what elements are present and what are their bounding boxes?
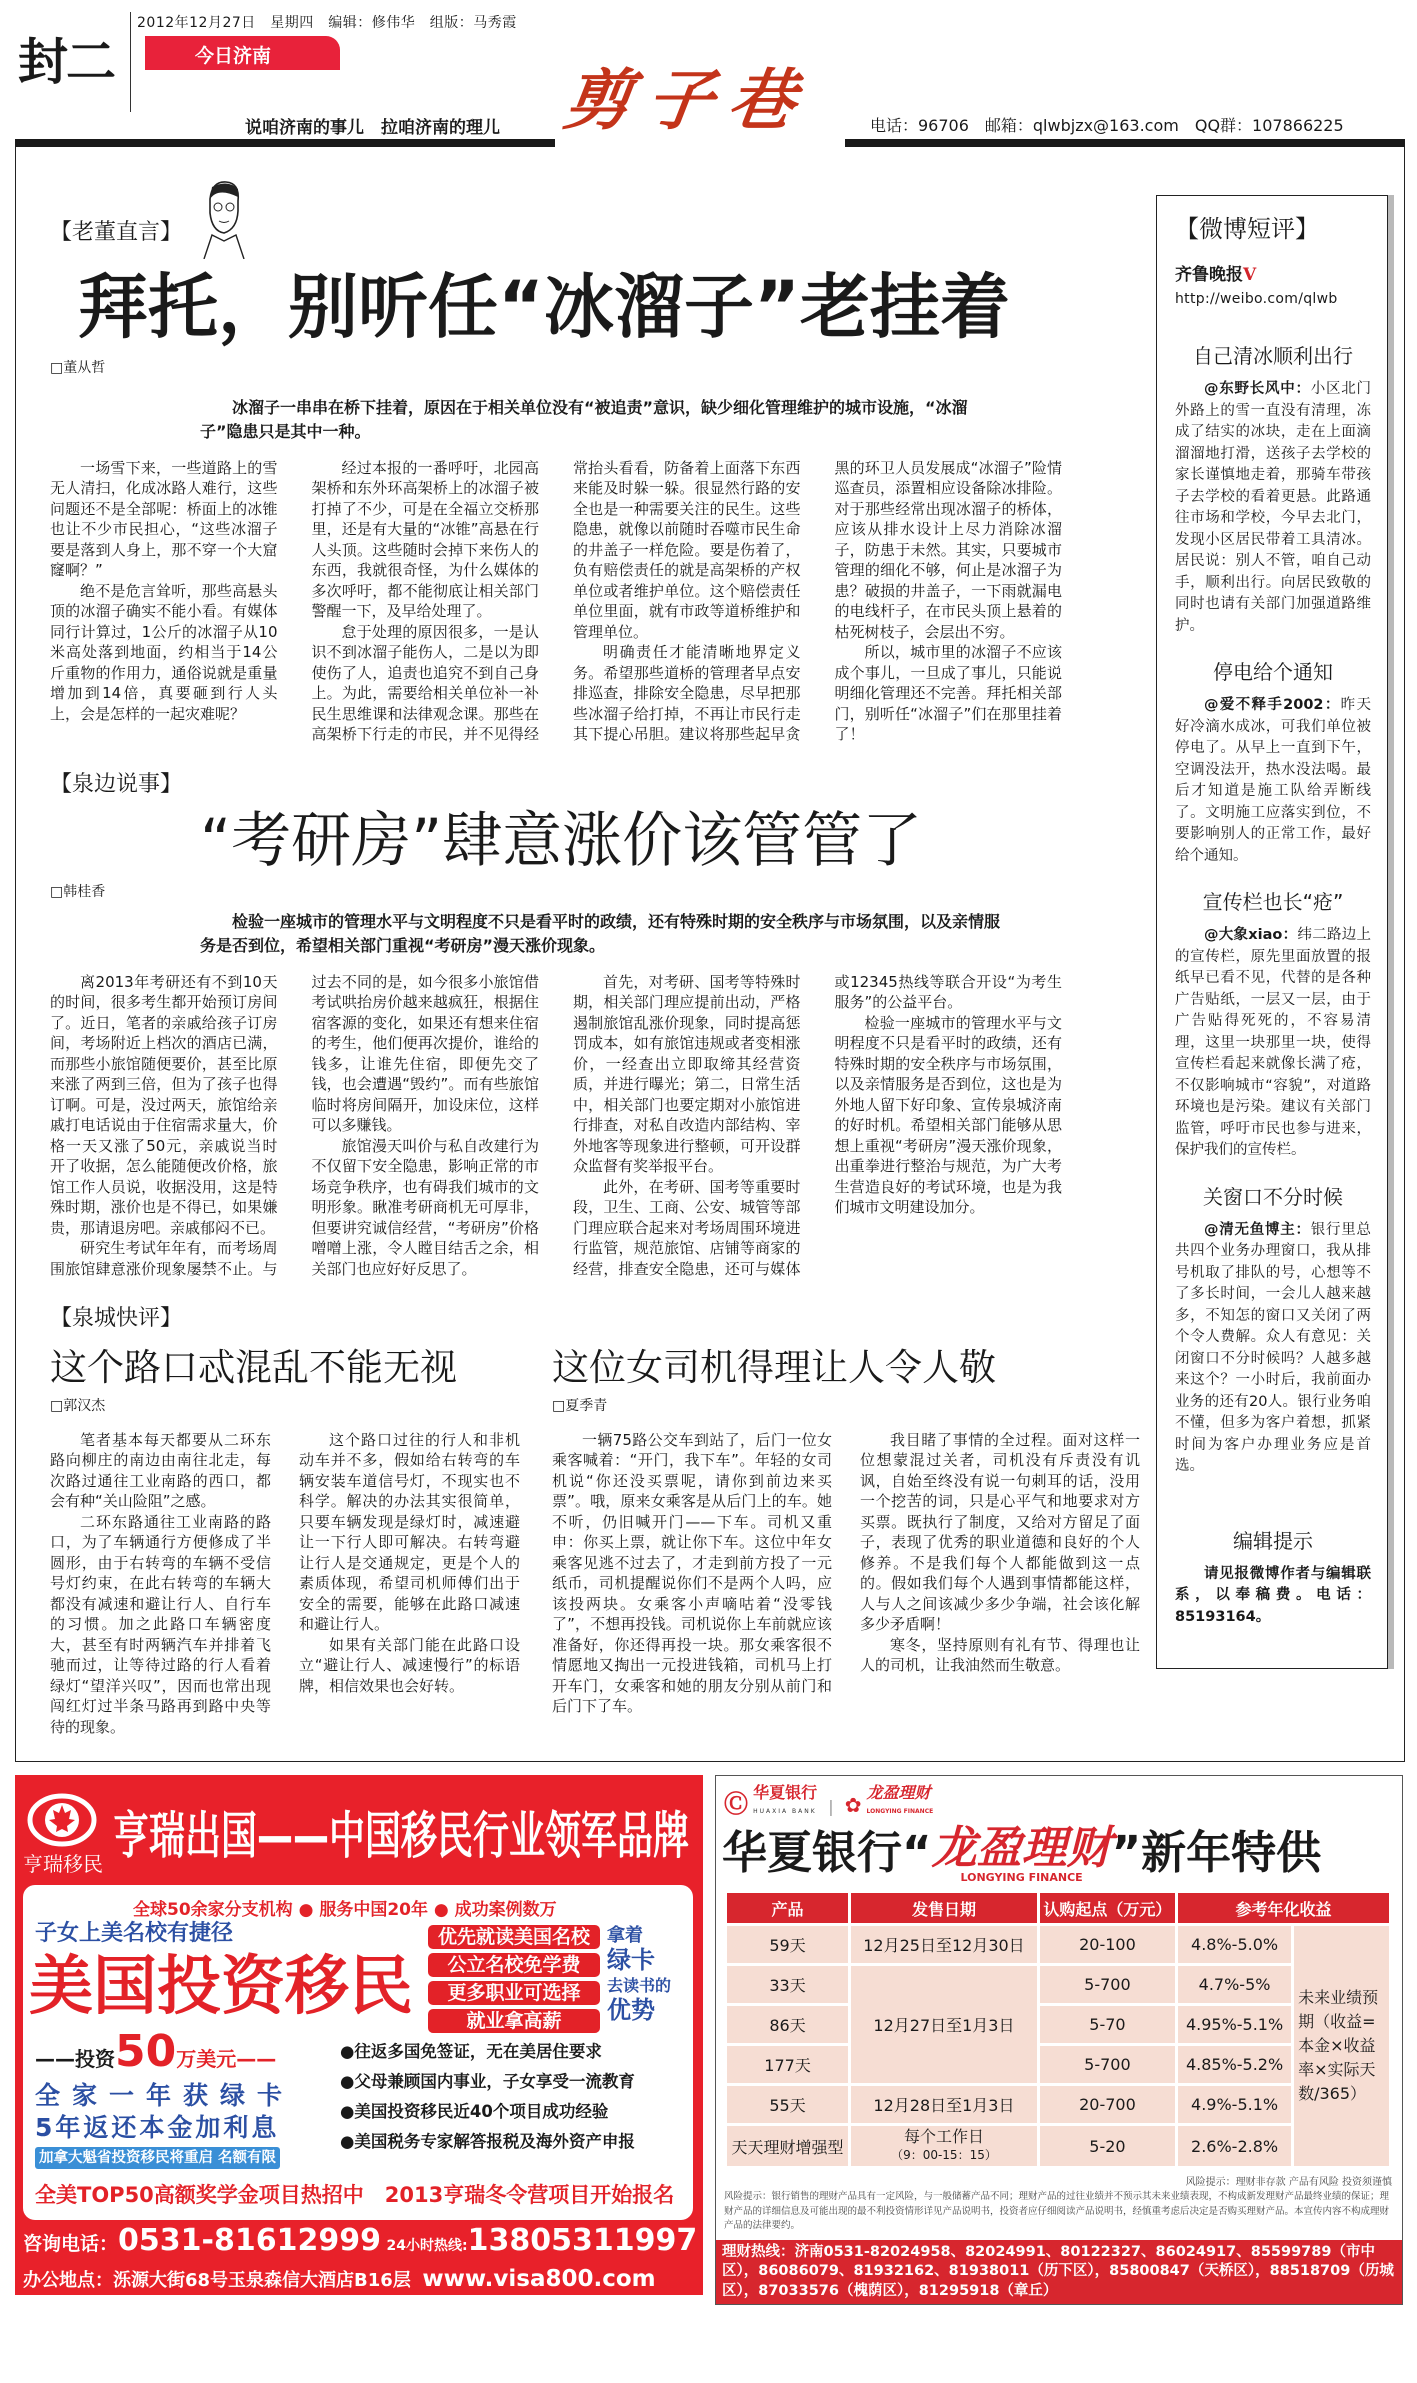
hengrui-ad[interactable] (15, 1775, 703, 2295)
weibo-account (1175, 260, 1371, 285)
cell: 177天 (727, 2046, 848, 2083)
brand-name-en: LONGYING FINANCE (866, 1808, 934, 1816)
header-cell: 发售日期 (851, 1893, 1037, 1923)
article-author: □夏季青 (552, 1397, 608, 1414)
paragraph: 绝不是危言耸听，那些高悬头顶的冰溜子确实不能小看。有媒体同行计算过，1公斤的冰溜子从10米高处落到地面，约相当于14公斤重物的作用力，通俗说就是重量增加到14倍，真要砸到行人头上，会是怎样的一起灾难呢？ (50, 581, 278, 723)
rule-left (15, 139, 555, 147)
ad-stats: 全球50余家分支机构 ● 服务中国20年 ● 成功案例数万 (133, 1900, 557, 1921)
huaxia-bank-ad[interactable] (715, 1775, 1403, 2305)
post-heading: 宣传栏也长“疮” (1202, 890, 1344, 914)
yield-note: 未来业绩预期（收益=本金×收益率×实际天数/365） (1294, 1926, 1389, 2166)
article-body (50, 458, 1062, 745)
divider (130, 12, 131, 112)
post-user: @爱不释手2002： (1204, 697, 1341, 713)
slogan: 说咱济南的事儿 拉咱济南的理儿 (245, 118, 500, 138)
account-name: 齐鲁晚报 (1175, 265, 1243, 285)
table-row (727, 2086, 1389, 2123)
longying-logo-icon: ✿ (844, 1793, 862, 1818)
ads-row (15, 1775, 1405, 2305)
column-label: 【老董直言】 (50, 220, 183, 245)
brand-en: LONGYING FINANCE (960, 1871, 1083, 1885)
hotline[interactable]: 13805311997 (467, 2223, 698, 2259)
product-table (724, 1890, 1392, 2169)
cell (851, 2126, 1037, 2166)
post-heading: 停电给个通知 (1213, 660, 1333, 684)
column-label: 【泉城快评】 (50, 1306, 183, 1331)
cell: 5-70 (1040, 2006, 1175, 2043)
article-lead: 冰溜子一串串在桥下挂着，原因在于相关单位没有“被追责”意识，缺少细化管理维护的城市设施，“冰溜子”隐患只是其中一种。 (200, 397, 968, 441)
article-body (552, 1430, 1140, 1717)
cell: 12月27日至1月3日 (851, 1966, 1037, 2083)
paragraph: 明确责任才能清晰地界定义务。希望那些道桥的管理者早点安排巡查，排除安全隐患，尽早把那些冰溜子给打掉，不再让市民行走其下提心吊胆。建议将那些起早贪黑的环卫人员发展成“冰溜子”险情巡查员，添置相应设备除冰排险。对于那些经常出现冰溜子的桥体，应该从排水设计上尽力消除冰溜子，防患于未然。其实，只要城市管理的细化不够，何止是冰溜子为患？破损的井盖子，一下雨就漏电的电线杆子，在市民头顶上悬着的枯死树枝子，会层出不穷。 (573, 458, 1062, 743)
cell: 12月25日至12月30日 (851, 1926, 1037, 1963)
cell: 4.7%-5% (1178, 1966, 1291, 2003)
post-text: 纬二路边上的宣传栏，原先里面放置的报纸早已看不见，代替的是各种广告贴纸，一层又一层，由于广告贴得死死的，不容易清理，这里一块那里一块，使得宣传栏看起来就像长满了疮，不仅影响城市“容貌”，对道路环境也是污染。建议有关部门监管，呼吁市民也参与进来，保护我们的宣传栏。 (1175, 927, 1371, 1158)
ad-tagline: 子女上美名校有捷径 (35, 1921, 234, 1947)
cell: 5-700 (1040, 2046, 1175, 2083)
title-pre: 华夏银行“ (722, 1826, 932, 1880)
post-heading: 关窗口不分时候 (1203, 1184, 1343, 1209)
ad-footer (23, 2223, 697, 2296)
paragraph: 经过本报的一番呼吁，北园高架桥和东外环高架桥上的冰溜子被打掉了不少，可是在全福立交桥那里，还是有大量的“冰锥”高悬在行人头顶。这些随时会掉下来伤人的东西，我就很奇怪，为什么媒体的多次呼吁，都不能彻底让相关部门警醒一下，及早给处理了。 (311, 458, 539, 620)
ad-line1: 全家一年获绿卡 (35, 2081, 295, 2111)
article-lead: 检验一座城市的管理水平与文明程度不只是看平时的政绩，还有特殊时期的安全秩序与市场氛围，以及亲情服务是否到位，希望相关部门重视“考研房”漫天涨价现象。 (200, 911, 1001, 955)
paragraph: 检验一座城市的管理水平与文明程度不只是看平时的政绩，还有特殊时期的安全秩序与市场氛围，以及亲情服务是否到位，这也是为外地人留下好印象、宣传泉城济南的好时机。希望相关部门能够从思想上重视“考研房”漫天涨价现象，出重拳进行整治与规范，为广大考生营造良好的考试环境，也是为我们城市文明建设加分。 (834, 1013, 1062, 1216)
ad-headline: 美国投资移民 (29, 1950, 413, 2025)
article-header (50, 147, 1140, 259)
paragraph: 所以，城市里的冰溜子不应该成个事儿，一旦成了事儿，只能说明细化管理还不完善。拜托相关部门，别听任“冰溜子”们在那里挂着了！ (834, 643, 1062, 743)
table-row (727, 2006, 1389, 2043)
bullet: ●美国税务专家解答报税及海外资产申报 (340, 2132, 635, 2152)
paragraph: 首先，对考研、国考等特殊时期，相关部门理应提前出动，严格遏制旅馆乱涨价现象，同时提高惩罚成本，如有旅馆违规或者变相涨价，一经查出立即取缔其经营资质，并进行曝光；第二，日常生活中，相关部门也要定期对小旅馆进行排查，对私自改造内部结构、宰外地客等现象进行整顿，可开设群众监督有奖举报平台。 (573, 972, 801, 1175)
logo-text: 亨瑞移民 (23, 1852, 103, 1877)
column-logo: 剪子巷 (559, 61, 817, 139)
article (552, 1347, 1140, 1737)
rule-right (845, 139, 1405, 147)
side-note-line: 优势 (607, 1996, 655, 2025)
cell: 天天理财增强型 (727, 2126, 848, 2166)
cell: 20-100 (1040, 1926, 1175, 1963)
paragraph: 笔者基本每天都要从二环东路向柳庄的南边由南往北走，每次路过通往工业南路的西口，都会有种“关山险阻”之感。 (50, 1430, 271, 1511)
content-frame (15, 147, 1405, 1762)
address: 办公地点：泺源大街68号玉泉森信大酒店B16层 (23, 2270, 411, 2292)
cell: 12月28日至1月3日 (851, 2086, 1037, 2123)
verified-icon: V (1243, 265, 1257, 285)
ad-title (716, 1819, 1402, 1884)
side-note-line: 绿卡 (607, 1946, 655, 1975)
editor-heading: 编辑提示 (1233, 1528, 1313, 1553)
weibo-url[interactable]: http://weibo.com/qlwb (1175, 291, 1338, 307)
post-user: @东野长风中： (1204, 381, 1311, 397)
benefit-pill: 公立名校免学费 (428, 1953, 600, 1977)
editor-note: 请见报微博作者与编辑联系，以奉稿费。电话：85193164。 (1175, 1565, 1371, 1625)
cell: 20-700 (1040, 2086, 1175, 2123)
hotline-label: 24小时热线: (386, 2238, 468, 2255)
title-brand (931, 1821, 1112, 1885)
table-row (727, 1966, 1389, 2003)
cell: 5-700 (1040, 1966, 1175, 2003)
benefit-pill: 优先就读美国名校 (428, 1925, 600, 1949)
benefit-list (428, 1925, 600, 2037)
sidebar-title: 【微博短评】 (1175, 215, 1319, 243)
canada-note: 加拿大魁省投资移民将重启 名额有限 (35, 2147, 280, 2169)
cell: 55天 (727, 2086, 848, 2123)
article-title: “考研房”肆意涨价该管管了 (200, 805, 923, 876)
brand: 龙盈理财 (931, 1821, 1112, 1875)
cell: 33天 (727, 1966, 848, 2003)
author-portrait (198, 177, 248, 259)
cell: 2.6%-2.8% (1178, 2126, 1291, 2166)
table-row (727, 2126, 1389, 2166)
bullet-list (340, 2037, 635, 2157)
paragraph: 旅馆漫天叫价与私自改建行为不仅留下安全隐患，影响正常的市场竞争秩序，也有碍我们城市的文明形象。瞅准考研商机无可厚非，但要讲究诚信经营，“考研房”价格噌噌上涨，令人瞠目结舌之余，相关部门也应好好反思了。 (311, 1136, 539, 1278)
post-user: @大象xiao： (1204, 927, 1298, 943)
table-row (727, 1926, 1389, 1963)
article-title: 拜托，别听任“冰溜子”老挂着 (78, 266, 1011, 348)
cell: 4.9%-5.1% (1178, 2086, 1291, 2123)
bullet: ●父母兼顾国内事业，子女享受一流教育 (340, 2072, 635, 2092)
phone[interactable]: 0531-81612999 (118, 2223, 381, 2259)
invest-post: 万美元—— (176, 2047, 277, 2072)
bank-name-en: HUAXIA BANK (753, 1808, 817, 1816)
title-post: ”新年特供 (1111, 1826, 1322, 1880)
hotline-footer: 理财热线：济南0531-82024958、82024991、80122327、86024917、85599789（市中区），86086079、81932162、81938011（历下区），85800847（天桥区），88518709（历城区），87033576（槐荫区），81295918（章丘） (716, 2240, 1402, 2305)
weibo-post (1175, 925, 1371, 1162)
side-note (607, 1923, 671, 2023)
paragraph: 此外，在考研、国考等重要时段，卫生、工商、公安、城管等部门理应联合起来对考场周围环境进行监管，规范旅馆、店铺等商家的经营，排查安全隐患，还可与媒体或12345热线等联合开设“为考生服务”的公益平台。 (573, 972, 1062, 1278)
risk-disclaimer: 风险提示：银行销售的理财产品具有一定风险，与一般储蓄产品不同；理财产品的过往业绩并不预示其未来业绩表现，不构成新发理财产品最终业绩的保证；理财产品的详细信息及可能出现的最不利投资情形详见产品说明书，投资者应仔细阅读产品说明书，经慎重考虑后决定是否购买理财产品。本宣传内容不构成理财产品的法律要约。 (724, 2191, 1390, 2232)
invest-amount: 50 (115, 2026, 177, 2078)
weibo-post (1175, 695, 1371, 867)
header-cell: 参考年化收益 (1178, 1893, 1389, 1923)
ad-line2: 5年返还本金加利息 (35, 2113, 280, 2143)
cell: 5-20 (1040, 2126, 1175, 2166)
article-body (50, 972, 1062, 1280)
ad-title: 亨瑞出国——中国移民行业领军品牌 (113, 1808, 690, 1866)
weibo-post (1175, 1220, 1371, 1478)
article-author: □郭汉杰 (50, 1397, 106, 1414)
paragraph: 如果有关部门能在此路口设立“避让行人、减速慢行”的标语牌，相信效果也会好转。 (299, 1635, 520, 1695)
invest-pre: ——投资 (35, 2047, 115, 2072)
paragraph: 怠于处理的原因很多，一是认识不到冰溜子能伤人，二是以为即使伤了人，追责也追究不到自己身上。为此，需要给相关单位补一补民生思维课和法律观念课。那些在高架桥下行走的市民，并不见得经常抬头看看，防备着上面落下东西来能及时躲一躲。很显然行路的安全也是一种需要关注的民生。这些隐患，就像以前随时吞噬市民生命的井盖子一样危险。要是伤着了，负有赔偿责任的就是高架桥的产权单位或者维护单位。这个赔偿责任单位里面，就有市政等道桥维护和管理单位。 (311, 458, 801, 743)
paragraph: 寒冬，坚持原则有礼有节、得理也让人的司机，让我油然而生敬意。 (860, 1635, 1140, 1675)
article-author: □董从哲 (50, 359, 106, 376)
benefit-pill: 更多职业可选择 (428, 1981, 600, 2005)
main-column (16, 147, 1156, 1737)
post-text: 小区北门外路上的雪一直没有清理，冻成了结实的冰块，走在上面滴溜溜地打滑，送孩子去学校的家长谨慎地走着，那骑车带孩子去学校的看着更悬。此路通往市场和学校，今早去北门，发现小区居民带着工具清冰。居民说：别人不管，咱自己动手，顺利出行。向居民致敬的同时也请有关部门加强道路维护。 (1175, 381, 1371, 634)
quick-comments (50, 1347, 1140, 1737)
benefit-pill: 就业拿高薪 (428, 2009, 600, 2033)
weibo-post (1175, 379, 1371, 637)
cell: 4.95%-5.1% (1178, 2006, 1291, 2043)
paragraph: 一辆75路公交车到站了，后门一位女乘客喊着：“开门，我下车”。年轻的女司机说“你还没买票呢，请你到前边来买票”。哦，原来女乘客是从后门上的车。她不听，仍旧喊开门——下车。司机又重申：你买上票，就让你下车。这位中年女乘客见逃不过去了，才走到前方投了一元纸币，司机提醒说你们不是两个人吗，应该投两块。女乘客小声嘀咕着“没零钱了”，不想再投钱。司机说你上车前就应该准备好，你还得再投一块。那女乘客很不情愿地又掏出一元投进钱箱，司机马上打开车门，女乘客和她的朋友分别从前门和后门下了车。 (552, 1430, 832, 1716)
bank-logo-icon: Ⓒ (724, 1790, 748, 1819)
phone-label: 咨询电话： (23, 2233, 119, 2256)
paragraph: 离2013年考研还有不到10天的时间，很多考生都开始预订房间了。近日，笔者的亲戚给孩子订房间，考场附近上档次的酒店已满，而那些小旅馆随便要价，甚至比原来涨了两到三倍，但为了孩子也得订啊。可是，没过两天，旅馆给亲戚打电话说由于住宿需求量大，价格一天又涨了50元，亲戚说当时开了收据，怎么能随便改价格，旅馆工作人员说，收据没用，这是特殊时期，涨价也是不得已，如果嫌贵，那请退房吧。亲戚郁闷不已。 (50, 972, 278, 1237)
risk-short: 风险提示：理财非存款 产品有风险 投资须谨慎 (1185, 2177, 1392, 2189)
post-text: 昨天好冷滴水成冰，可我们单位被停电了。从早上一直到下午，空调没法开，热水没法喝。最后才知道是施工队给弄断线了。文明施工应落实到位，不要影响别人的正常工作，最好给个通知。 (1175, 697, 1372, 864)
table-row (727, 2046, 1389, 2083)
post-user: @清无鱼博主： (1204, 1221, 1311, 1238)
side-note-line: 拿着 (607, 1925, 643, 1947)
dateline: 2012年12月27日 星期四 编辑：修伟华 组版：马秀霞 (137, 15, 517, 31)
paragraph: 我目睹了事情的全过程。面对这样一位想蒙混过关者，司机没有斥责没有讥讽，自始至终没有说一句刺耳的话，没用一个挖苦的词，只是心平气和地要求对方买票。既执行了制度，又给对方留足了面子，表现了优秀的职业道德和良好的个人修养。不是我们每个人都能做到这一点的。假如我们每个人遇到事情都能这样，人与人之间该减少多少争端，社会该化解多少矛盾啊！ (860, 1430, 1140, 1634)
paragraph: 二环东路通往工业南路的路口，为了车辆通行方便修成了半圆形，由于右转弯的车辆不受信号灯约束，在此右转弯的车辆大都没有减速和避让行人、自行车的习惯。加之此路口车辆密度大，甚至有时两辆汽车并排着飞驰而过，让等待过路的行人看着绿灯“望洋兴叹”，因而也常出现闯红灯过半条马路再到路中央等待的现象。 (50, 1512, 271, 1736)
header-cell: 认购起点（万元） (1040, 1893, 1175, 1923)
column-label: 【泉边说事】 (50, 771, 183, 797)
article-title: 这位女司机得理让人令人敬 (552, 1346, 996, 1389)
bullet: ●往返多国免签证，无在美居住要求 (340, 2042, 602, 2062)
cell-hours: （9：00-15：15） (891, 2148, 997, 2163)
cell: 4.8%-5.0% (1178, 1926, 1291, 1963)
article-author: □韩桂香 (50, 883, 106, 900)
cell-text: 每个工作日 (903, 2127, 984, 2147)
paragraph: 研究生考试年年有，而考场周围旅馆肆意涨价现象屡禁不止。与过去不同的是，如今很多小旅馆借考试哄抬房价越来越疯狂，根据住宿客源的变化，如果还有想来住宿的考生，他们便再次提价，谁给的钱多，让谁先住宿，即便先交了钱，也会遭遇“毁约”。而有些旅馆临时将房间隔开，加设床位，这样可以多赚钱。 (50, 972, 539, 1278)
website-link[interactable]: www.visa800.com (422, 2266, 656, 2293)
bank-name: 华夏银行 (753, 1783, 818, 1803)
article-title: 这个路口忒混乱不能无视 (50, 1346, 457, 1389)
brand-name: 龙盈理财 (866, 1783, 931, 1803)
page-content (15, 147, 1405, 2305)
invest-line (35, 2027, 276, 2084)
table-header (727, 1893, 1389, 1923)
article (50, 1347, 520, 1737)
bullet: ●美国投资移民近40个项目成功经验 (340, 2102, 609, 2122)
article-body (50, 1430, 520, 1738)
contact-info: 电话：96706 邮箱：qlwbjzx@163.com QQ群：107866225 (870, 116, 1344, 135)
promo: 全美TOP50高额奖学金项目热招中 2013亨瑞冬令营项目开始报名 (35, 2183, 675, 2208)
cell: 86天 (727, 2006, 848, 2043)
cell: 59天 (727, 1926, 848, 1963)
section-tab: 今日济南 (145, 36, 340, 70)
page-name: 封二 (18, 33, 114, 91)
post-text: 银行里总共四个业务办理窗口，我从排号机取了排队的号，心想等不了多长时间，一会儿人越来越多，不知怎的窗口又关闭了两个令人费解。众人有意见：关闭窗口不分时候吗？人越多越来这个？一小时后，我前面办业务的还有20人。银行业务咱不懂，但多为客户着想，抓紧时间为客户办理业务应是首选。 (1175, 1221, 1371, 1474)
paragraph: 一场雪下来，一些道路上的雪无人清扫，化成冰路人难行，这些问题还不是全部呢：桥面上的冰锥也让不少市民担心，“这些冰溜子要是落到人身上，那不穿一个大窟窿啊？” (50, 458, 278, 579)
cell: 4.85%-5.2% (1178, 2046, 1291, 2083)
paragraph: 这个路口过往的行人和非机动车并不多，假如给右转弯的车辆安装车道信号灯，不现实也不科学。解决的办法其实很简单，只要车辆发现是绿灯时，减速避让一下行人即可解决。右转弯避让行人是交通规定，更是个人的素质体现，希望司机师傅们出于安全的需要，能够在此路口减速和避让行人。 (299, 1430, 520, 1634)
header-cell: 产品 (727, 1893, 848, 1923)
bank-logos: Ⓒ 华夏银行 HUAXIA BANK | ✿ 龙盈理财 LONGYING FINANCE (724, 1783, 934, 1819)
ad-panel (23, 1885, 693, 2220)
side-note-line: 去读书的 (607, 1976, 672, 1996)
weibo-sidebar (1156, 195, 1388, 1669)
post-heading: 自己清冰顺利出行 (1193, 344, 1353, 368)
